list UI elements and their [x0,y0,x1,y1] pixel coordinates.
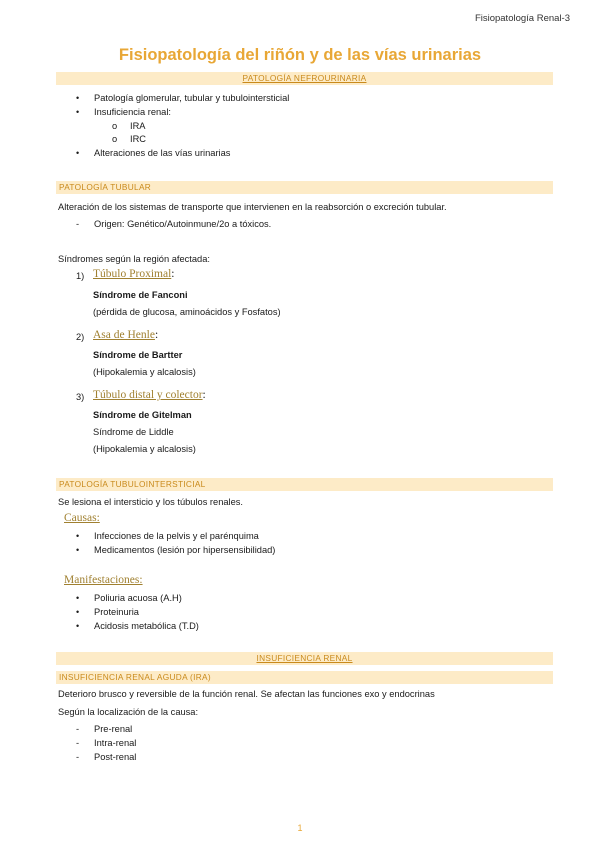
sub-list-item: IRC [130,134,147,144]
dash-marker: - [76,752,80,762]
list-item: Acidosis metabólica (T.D) [94,621,199,631]
list-item: Medicamentos (lesión por hipersensibilidad) [94,545,276,555]
list-item: Insuficiencia renal: [94,107,171,117]
syndrome-name: Síndrome de Gitelman [93,410,192,420]
sub-list-item: IRA [130,121,146,131]
section-band-insuficiencia: INSUFICIENCIA RENAL [56,652,553,665]
bullet-icon: • [76,593,80,603]
paragraph: Deterioro brusco y reversible de la función renal. Se afectan las funciones exo y endocrinas [58,689,435,699]
syndrome-name: Síndrome de Bartter [93,350,183,360]
running-header: Fisiopatología Renal-3 [474,13,570,24]
dash-marker: - [76,724,80,734]
bullet-icon: • [76,531,80,541]
list-number: 2) [76,332,85,342]
sub-bullet-marker: o [112,134,118,144]
dash-marker: - [76,219,80,229]
syndrome-note: (Hipokalemia y alcalosis) [93,444,196,454]
paragraph: Síndromes según la región afectada: [58,254,210,264]
list-item: Post-renal [94,752,137,762]
page-title: Fisiopatología del riñón y de las vías urinarias [118,46,482,64]
list-item: Patología glomerular, tubular y tubulointersticial [94,93,290,103]
syndrome-name: Síndrome de Liddle [93,427,174,437]
region-heading: Asa de Henle: [93,329,159,341]
paragraph: Se lesiona el intersticio y los túbulos renales. [58,497,244,507]
region-heading: Túbulo Proximal: [93,268,175,280]
syndrome-note: (Hipokalemia y alcalosis) [93,367,196,377]
sub-bullet-marker: o [112,121,118,131]
paragraph: Según la localización de la causa: [58,707,199,717]
list-item: Poliuria acuosa (A.H) [94,593,182,603]
bullet-icon: • [76,93,80,103]
syndrome-name: Síndrome de Fanconi [93,290,188,300]
subsection-band-ira: INSUFICIENCIA RENAL AGUDA (IRA) [56,671,553,684]
bullet-icon: • [76,607,80,617]
list-item: Pre-renal [94,724,133,734]
dash-marker: - [76,738,80,748]
page-number: 1 [297,823,303,833]
bullet-icon: • [76,107,80,117]
bullet-icon: • [76,621,80,631]
section-band-tubular: PATOLOGÍA TUBULAR [56,181,553,194]
list-item: Proteinuria [94,607,139,617]
list-item: Infecciones de la pelvis y el parénquima [94,531,259,541]
list-item: Alteraciones de las vías urinarias [94,148,231,158]
bullet-icon: • [76,148,80,158]
list-number: 3) [76,392,85,402]
list-number: 1) [76,271,85,281]
paragraph: Alteración de los sistemas de transporte que intervienen en la reabsorción o excreción tubular. [58,202,447,212]
manifestaciones-heading: Manifestaciones: [64,574,143,586]
bullet-icon: • [76,545,80,555]
origin-text: Origen: Genético/Autoinmune/2o a tóxicos. [94,219,272,229]
list-item: Intra-renal [94,738,137,748]
syndrome-note: (pérdida de glucosa, aminoácidos y Fosfatos) [93,307,281,317]
section-band-nefrourinaria: PATOLOGÍA NEFROURINARIA [56,72,553,85]
causas-heading: Causas: [64,512,100,524]
section-band-tubulointersticial: PATOLOGÍA TUBULOINTERSTICIAL [56,478,553,491]
region-heading: Túbulo distal y colector: [93,389,206,401]
